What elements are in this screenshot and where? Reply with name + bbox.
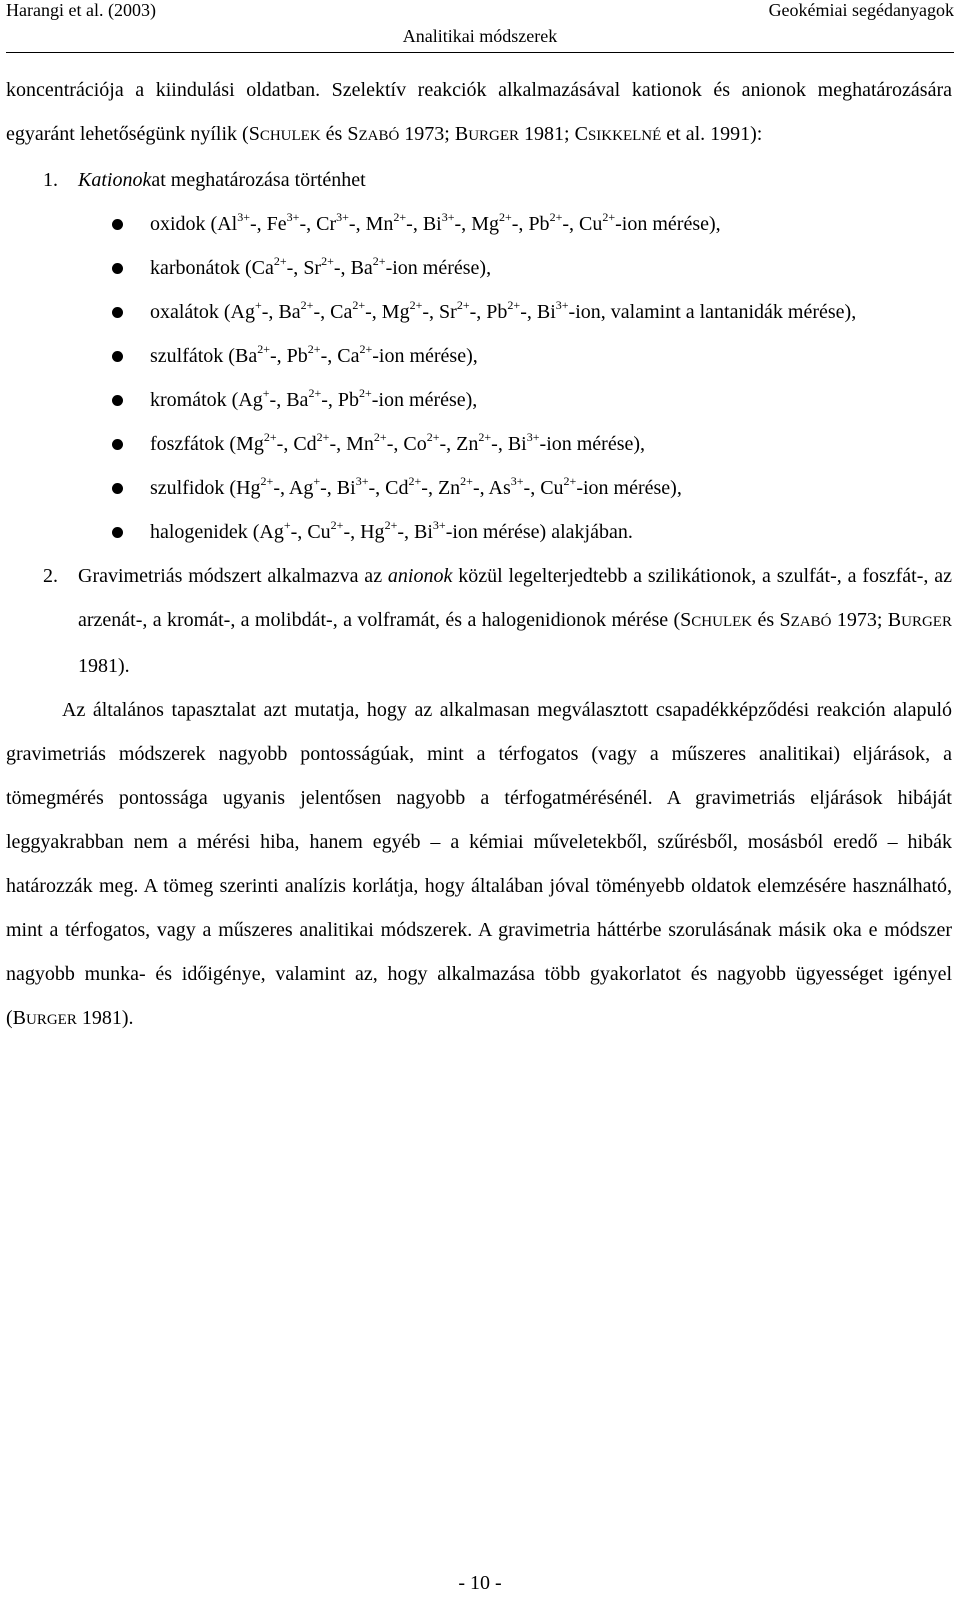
header-series: Geokémiai segédanyagok (768, 0, 954, 20)
item-number: 2. (43, 565, 58, 587)
page-body (6, 68, 952, 1042)
bullet-icon (112, 263, 123, 274)
bullet-icon (112, 307, 123, 318)
list-item: szulfátok ($Ba^{2+}-$, $Pb^{2+}-$, $Ca^{2+}$-ion mérése), (6, 334, 952, 378)
cation-method-list (6, 202, 952, 554)
bullet-icon (112, 439, 123, 450)
list-item: oxidok ($Al^{3+}-$, $Fe^{3+}-$, $Cr^{3+}-$, $Mn^{2+}-$, $Bi^{3+}-$, $Mg^{2+}-$, $Pb^{2+}-$, $Cu^{2+}$-ion mérése), (6, 202, 952, 246)
header-authors: Harangi et al. (2003) (6, 0, 156, 20)
list-item: foszfátok ($Mg^{2+}-$, $Cd^{2+}-$, $Mn^{2+}-$, $Co^{2+}-$, $Zn^{2+}-$, $Bi^{3+}$-ion mérése), (6, 422, 952, 466)
list-item: szulfidok ($Hg^{2+}-$, Ag+-, $Bi^{3+}-$, $Cd^{2+}-$, $Zn^{2+}-$, $As^{3+}-$, $Cu^{2+}$-ion mérése), (6, 466, 952, 510)
bullet-icon (112, 483, 123, 494)
list-item: oxalátok (Ag+-, $Ba^{2+}-$, $Ca^{2+}-$, $Mg^{2+}-$, $Sr^{2+}-$, $Pb^{2+}-$, $Bi^{3+}$-ion, valamint a lantanidák mérése), (6, 290, 952, 334)
list-item: kromátok (Ag+-, $Ba^{2+}-$, $Pb^{2+}$-ion mérése), (6, 378, 952, 422)
bullet-icon (112, 351, 123, 362)
bullet-icon (112, 395, 123, 406)
bullet-icon (112, 527, 123, 538)
numbered-item-cations (6, 158, 952, 202)
item-number: 1. (43, 169, 58, 191)
page-header (6, 0, 954, 56)
numbered-item-anions: 2. Gravimetriás módszert alkalmazva az anionok közül legelterjedtebb a szilikátionok, a szulfát-, a foszfát-, az arzenát-, a kromát-, a molibdát-, a volframát, és a halogenidionok mérése (SCHULEK és SZABÓ 1973; BURGER 1981). (6, 554, 952, 688)
intro-paragraph: koncentrációja a kiindulási oldatban. Szelektív reakciók alkalmazásával kationok és anionok meghatározására egyaránt lehetőségünk nyílik (SCHULEK és SZABÓ 1973; BURGER 1981; CSIKKELNÉ et al. 1991): (6, 79, 952, 145)
page-number: - 10 - (458, 1572, 502, 1594)
list-item: halogenidek (Ag+-, $Cu^{2+}-$, $Hg^{2+}-$, $Bi^{3+}$-ion mérése) alakjában. (6, 510, 952, 554)
header-rule (6, 52, 954, 53)
bullet-icon (112, 219, 123, 230)
header-section-title: Analitikai módszerek (402, 26, 558, 46)
item-heading: Kationokat meghatározása történhet (78, 169, 366, 191)
gravimetry-paragraph: Az általános tapasztalat azt mutatja, hogy az alkalmasan megválasztott csapadékképződési reakción alapuló gravimetriás módszerek nagyobb pontosságúak, mint a térfogatos (vagy a műszeres analitikai) eljárások, a tömegmérés pontossága ugyanis jelentősen nagyobb a térfogatmérésénél. A gravimetriás eljárások hibáját leggyakrabban nem a mérési hiba, hanem egyéb – a kémiai műveletekből, szűrésből, mosásból eredő – hibák határozzák meg. A tömeg szerinti analízis korlátja, hogy általában jóval töményebb oldatok elemzésére használható, mint a térfogatos, vagy a műszeres analitikai módszerek. A gravimetria háttérbe szorulásának másik oka e módszer nagyobb munka- és időigénye, valamint az, hogy alkalmazása több gyakorlatot és nagyobb ügyességet igényel (BURGER 1981). (6, 699, 952, 1029)
list-item: karbonátok ($Ca^{2+}-$, $Sr^{2+}-$, $Ba^{2+}$-ion mérése), (6, 246, 952, 290)
